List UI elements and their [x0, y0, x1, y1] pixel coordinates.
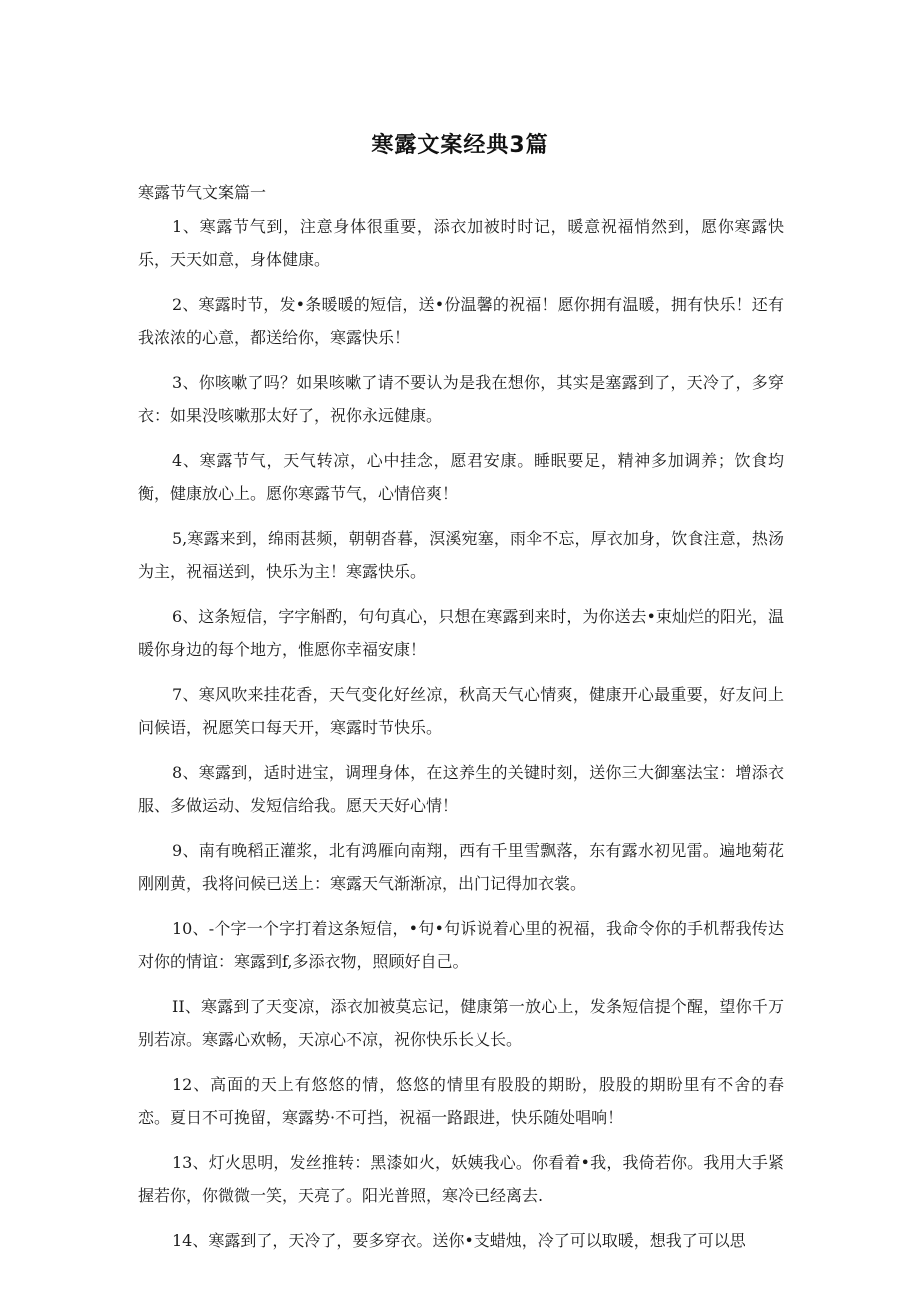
- paragraph: II、寒露到了天变凉，添衣加被莫忘记，健康第一放心上，发条短信提个醒，望你千万别若凉。寒露心欢畅，天凉心不凉，祝你快乐长乂长。: [138, 997, 784, 1049]
- document-title: 寒露文案经典3篇: [371, 133, 549, 158]
- paragraph: 1、寒露节气到，注意身体很重要，添衣加被时时记，暖意祝福悄然到，愿你寒露快乐，天天如意，身体健康。: [138, 217, 784, 269]
- paragraph: 4、寒露节气，天气转凉，心中挂念，愿君安康。睡眠要足，精神多加调养；饮食均衡，健康放心上。愿你寒露节气，心情倍爽！: [138, 451, 784, 503]
- paragraph: 14、寒露到了，天冷了，要多穿衣。送你•支蜡烛，冷了可以取暖，想我了可以思: [172, 1231, 746, 1250]
- paragraph: 12、高面的天上有悠悠的情，悠悠的情里有股股的期盼，股股的期盼里有不舍的春恋。夏日不可挽留，寒露势·不可挡，祝福一路跟进，快乐随处唱响！: [138, 1075, 784, 1127]
- paragraph-list: [138, 210, 784, 1269]
- section-heading: 寒露节气文案篇一: [138, 183, 267, 202]
- paragraph: 10、-个字一个字打着这条短信，•句•句诉说着心里的祝福，我命令你的手机帮我传达对你的情谊：寒露到f,多添衣物，照顾好自己。: [138, 919, 784, 971]
- paragraph: 2、寒露时节，发•条暖暖的短信，送•份温馨的祝福！愿你拥有温暖，拥有快乐！还有我浓浓的心意，都送给你，寒露快乐！: [138, 295, 784, 347]
- paragraph: 13、灯火思明，发丝推转：黑漆如火，妖姨我心。你看着•我，我倚若你。我用大手紧握若你，你微微一笑，天亮了。阳光普照，寒冷已经离去.: [138, 1153, 784, 1205]
- paragraph: 7、寒风吹来挂花香，天气变化好丝凉，秋高天气心情爽，健康开心最重要，好友问上问候语，祝愿笑口每天开，寒露时节快乐。: [138, 685, 784, 737]
- paragraph: 8、寒露到，适时进宝，调理身体，在这养生的关键时刻，送你三大御塞法宝：增添衣服、多做运动、发短信给我。愿天天好心情！: [138, 763, 784, 815]
- paragraph: 9、南有晚稻正灌浆，北有鸿雁向南翔，西有千里雪飘落，东有露水初见雷。遍地菊花刚刚黄，我将问候已送上：寒露天气渐渐凉，出门记得加衣裳。: [138, 841, 784, 893]
- paragraph: 6、这条短信，字字斛酌，句句真心，只想在寒露到来时，为你送去•束灿烂的阳光，温暖你身边的每个地方，惟愿你幸福安康！: [138, 607, 784, 659]
- paragraph: 3、你咳嗽了吗？如果咳嗽了请不要认为是我在想你，其实是塞露到了，天冷了，多穿衣：如果没咳嗽那太好了，祝你永远健康。: [138, 373, 784, 425]
- paragraph: 5,寒露来到，绵雨甚频，朝朝沓暮，溟溪宛塞，雨伞不忘，厚衣加身，饮食注意，热汤为主，祝福送到，快乐为主！寒露快乐。: [138, 529, 784, 581]
